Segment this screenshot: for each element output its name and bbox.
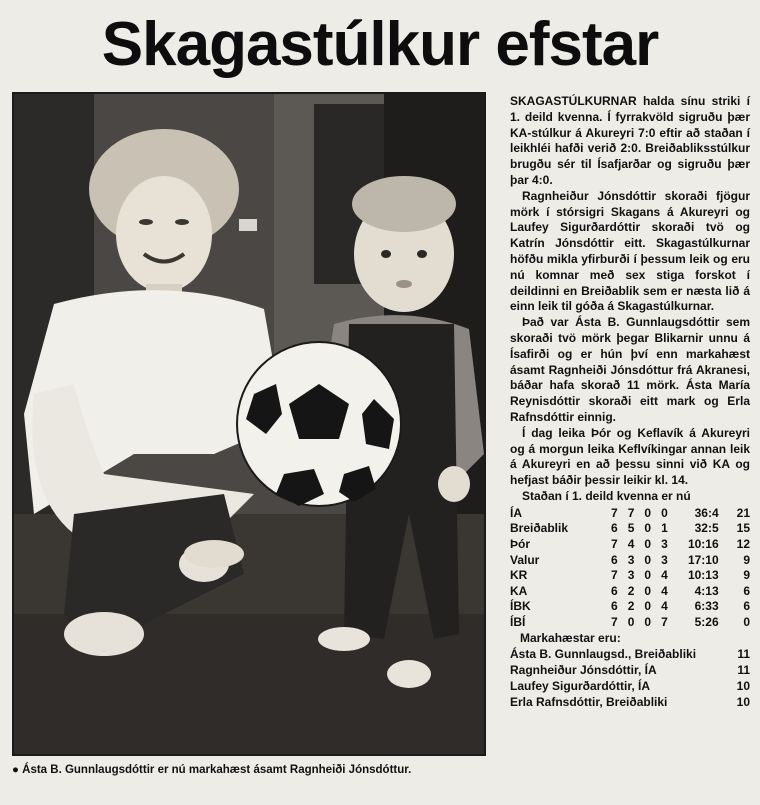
lead-paragraph [510, 94, 750, 189]
standings-team: KA [510, 583, 528, 598]
standings-d: 0 [644, 536, 652, 551]
standings-p: 6 [611, 552, 618, 567]
standings-team: Valur [510, 552, 540, 567]
standings-w: 5 [627, 521, 635, 536]
standings-l: 3 [661, 536, 668, 551]
paragraph-3: Það var Ásta B. Gunnlaugsdóttir sem skoraði tvö mörk þegar Blikarnir unnu á Ísafirði og er hún því enn markahæst ásamt Ragnheiði Jónsdóttur frá Akranesi, báðar hafa skorað 11 mörk. Ásta María Reynisdóttir skoraði eitt mark og Erla Rafnsdóttir einnig. [510, 315, 750, 424]
standings-goals: 36:4 [694, 505, 719, 520]
standings-d: 0 [644, 599, 652, 614]
standings-l: 4 [661, 599, 668, 614]
standings-table [510, 506, 750, 631]
scorer-goals: 10 [736, 678, 750, 693]
lead-text: halda sínu striki í 1. deild kvenna. Í fyrrakvöld sigruðu þær KA-stúlkur á Akureyri 7:0 eftir að staðan í leikhléi hafði verið 2:0. Breiðabliksstúlkur brugðu sér til Ísafjarðar og sigruðu þær þar 4:0. [510, 94, 750, 187]
standings-l: 7 [661, 614, 668, 629]
standings-team: ÍBÍ [510, 614, 526, 629]
standings-l: 4 [661, 583, 668, 598]
standings-goals: 32:5 [694, 521, 719, 536]
article-column [510, 94, 750, 710]
standings-team: KR [510, 568, 528, 583]
standings-w: 4 [627, 536, 635, 551]
scorer-row [510, 647, 750, 663]
scorer-goals: 11 [737, 663, 750, 678]
lead-caps: SKAGASTÚLKURNAR [510, 94, 637, 108]
scorer-row [510, 663, 750, 679]
standings-l: 0 [661, 505, 668, 520]
standings-w: 3 [627, 568, 635, 583]
photo [12, 92, 486, 756]
paragraph-2: Ragnheiður Jónsdóttir skoraði fjögur mörk í stórsigri Skagans á Akureyri og Laufey Sigurðardóttir skoraði tvö og Katrín Jónsdóttir eitt. Skagastúlkurnar höfðu mikla yfirburði í þessum leik og eru nú komnar með sex stiga forskot í deildinni en Breiðablik sem er næsta lið á einn leik til góða á Skagastúlkurnar. [510, 188, 750, 314]
standings-pts: 6 [743, 583, 750, 598]
standings-d: 0 [644, 583, 652, 598]
standings-p: 7 [611, 568, 618, 583]
scorer-name: Laufey Sigurðardóttir, ÍA [510, 678, 651, 693]
standings-l: 1 [661, 521, 668, 536]
scorer-row [510, 679, 750, 695]
standings-row [510, 599, 750, 615]
standings-p: 7 [611, 536, 618, 551]
scorer-goals: 11 [737, 647, 750, 662]
scorer-row [510, 695, 750, 711]
paragraph-4: Í dag leika Þór og Keflavík á Akureyri og á morgun leika Keflvíkingar annan leik á Akureyri en að þessu sinni við KA og hefjast báðir þessir leikir kl. 14. [510, 425, 750, 488]
standings-w: 3 [627, 552, 635, 567]
scorers-title: Markahæstar eru: [520, 631, 621, 646]
scorers-table [510, 647, 750, 710]
standings-row [510, 537, 750, 553]
standings-l: 3 [661, 552, 668, 567]
standings-goals: 10:16 [687, 536, 719, 551]
scorer-name: Erla Rafnsdóttir, Breiðabliki [510, 694, 668, 709]
standings-pts: 9 [743, 552, 750, 567]
standings-p: 6 [611, 599, 618, 614]
standings-pts: 15 [736, 521, 750, 536]
headline: Skagastúlkur efstar [101, 10, 659, 79]
standings-pts: 12 [736, 536, 750, 551]
standings-d: 0 [644, 505, 652, 520]
standings-d: 0 [644, 568, 652, 583]
scorer-name: Ragnheiður Jónsdóttir, ÍA [510, 663, 657, 678]
standings-goals: 17:10 [687, 552, 719, 567]
standings-p: 6 [611, 521, 618, 536]
standings-row [510, 615, 750, 631]
standings-p: 6 [611, 583, 618, 598]
standings-w: 2 [627, 599, 635, 614]
standings-team: Breiðablik [510, 521, 569, 536]
scorer-goals: 10 [736, 694, 750, 709]
scorer-name: Ásta B. Gunnlaugsd., Breiðabliki [510, 647, 697, 662]
photo-caption: ● Ásta B. Gunnlaugsdóttir er nú markahæst ásamt Ragnheiði Jónsdóttur. [12, 764, 412, 776]
standings-d: 0 [644, 552, 652, 567]
paragraph-5: Staðan í 1. deild kvenna er nú [522, 488, 691, 503]
standings-goals: 6:33 [694, 599, 719, 614]
standings-goals: 10:13 [687, 568, 719, 583]
standings-pts: 0 [743, 614, 750, 629]
standings-pts: 9 [743, 568, 750, 583]
photo-illustration [14, 94, 486, 756]
standings-row [510, 568, 750, 584]
standings-team: Þór [510, 536, 531, 551]
standings-team: ÍBK [510, 599, 531, 614]
standings-pts: 6 [743, 599, 750, 614]
standings-w: 7 [627, 505, 635, 520]
standings-row [510, 521, 750, 537]
standings-row [510, 506, 750, 522]
standings-goals: 5:26 [694, 614, 719, 629]
standings-d: 0 [644, 521, 652, 536]
standings-row [510, 553, 750, 569]
standings-w: 0 [627, 614, 635, 629]
standings-row [510, 584, 750, 600]
standings-l: 4 [661, 568, 668, 583]
standings-p: 7 [611, 614, 618, 629]
standings-d: 0 [644, 614, 652, 629]
standings-goals: 4:13 [694, 583, 719, 598]
standings-p: 7 [611, 505, 618, 520]
standings-w: 2 [627, 583, 635, 598]
standings-pts: 21 [736, 505, 750, 520]
standings-team: ÍA [510, 505, 522, 520]
